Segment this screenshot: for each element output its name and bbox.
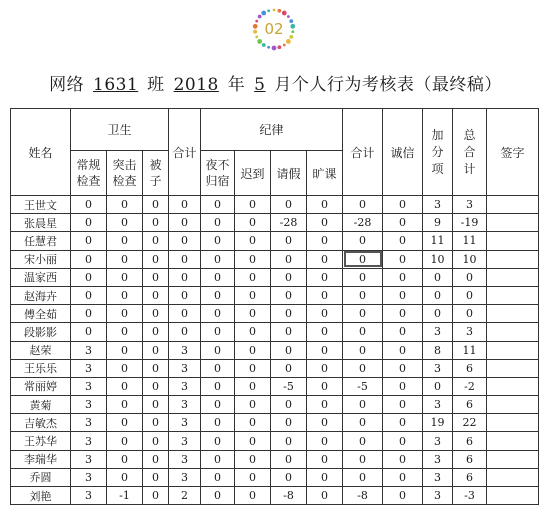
score-cell[interactable]: 0 bbox=[143, 250, 169, 268]
score-cell[interactable]: 3 bbox=[423, 396, 453, 414]
score-cell[interactable]: 0 bbox=[307, 232, 343, 250]
score-cell[interactable]: -2 bbox=[453, 377, 487, 395]
score-cell[interactable] bbox=[487, 341, 539, 359]
score-cell[interactable]: 0 bbox=[423, 286, 453, 304]
score-cell[interactable]: 0 bbox=[201, 450, 235, 468]
score-cell[interactable]: 0 bbox=[143, 359, 169, 377]
score-cell[interactable]: 0 bbox=[235, 268, 271, 286]
score-cell[interactable]: 3 bbox=[453, 196, 487, 214]
score-cell[interactable] bbox=[487, 396, 539, 414]
score-cell[interactable]: -8 bbox=[343, 487, 383, 505]
page-number-badge bbox=[248, 6, 300, 52]
score-cell[interactable]: 3 bbox=[71, 377, 107, 395]
score-cell[interactable]: 3 bbox=[71, 414, 107, 432]
score-cell[interactable]: 0 bbox=[383, 396, 423, 414]
score-cell[interactable] bbox=[487, 268, 539, 286]
score-cell[interactable]: 0 bbox=[107, 196, 143, 214]
score-cell[interactable]: 0 bbox=[307, 268, 343, 286]
student-name-cell[interactable]: 吉敏杰 bbox=[11, 414, 71, 432]
score-cell[interactable]: 0 bbox=[71, 250, 107, 268]
score-cell[interactable]: 0 bbox=[307, 414, 343, 432]
score-cell[interactable]: 3 bbox=[423, 359, 453, 377]
score-cell[interactable]: 0 bbox=[201, 286, 235, 304]
score-cell[interactable]: 3 bbox=[71, 487, 107, 505]
score-cell[interactable]: 3 bbox=[71, 432, 107, 450]
score-cell[interactable]: 3 bbox=[169, 450, 201, 468]
score-cell[interactable]: 0 bbox=[235, 232, 271, 250]
score-cell[interactable]: 0 bbox=[107, 341, 143, 359]
score-cell[interactable]: 0 bbox=[143, 341, 169, 359]
table-row bbox=[11, 396, 539, 414]
student-name-cell[interactable]: 王苏华 bbox=[11, 432, 71, 450]
score-cell[interactable]: 0 bbox=[143, 468, 169, 486]
table-row bbox=[11, 250, 539, 268]
score-cell[interactable]: 3 bbox=[71, 396, 107, 414]
score-cell[interactable]: 0 bbox=[107, 396, 143, 414]
header-integrity: 诚信 bbox=[383, 109, 423, 196]
table-row bbox=[11, 468, 539, 486]
score-cell[interactable]: 0 bbox=[201, 196, 235, 214]
student-name-cell[interactable]: 任慧君 bbox=[11, 232, 71, 250]
score-cell[interactable]: 0 bbox=[307, 341, 343, 359]
score-cell[interactable] bbox=[487, 432, 539, 450]
header-subtotal-discipline: 合计 bbox=[343, 109, 383, 196]
table-row bbox=[11, 286, 539, 304]
student-name-cell[interactable]: 赵荣 bbox=[11, 341, 71, 359]
score-cell[interactable]: 0 bbox=[71, 214, 107, 232]
title-text: 年 bbox=[227, 75, 246, 95]
score-cell[interactable]: 6 bbox=[453, 359, 487, 377]
score-cell[interactable]: 0 bbox=[383, 268, 423, 286]
score-cell[interactable]: 0 bbox=[143, 396, 169, 414]
score-cell[interactable]: 0 bbox=[107, 305, 143, 323]
score-cell[interactable]: -5 bbox=[343, 377, 383, 395]
score-cell[interactable]: 0 bbox=[71, 196, 107, 214]
score-cell[interactable]: 0 bbox=[271, 232, 307, 250]
score-cell[interactable]: 0 bbox=[143, 268, 169, 286]
score-cell[interactable]: 0 bbox=[235, 450, 271, 468]
score-cell[interactable]: 0 bbox=[453, 268, 487, 286]
score-cell[interactable]: 0 bbox=[383, 468, 423, 486]
score-cell[interactable]: 0 bbox=[453, 305, 487, 323]
score-cell[interactable]: 0 bbox=[201, 214, 235, 232]
score-cell[interactable]: 0 bbox=[107, 323, 143, 341]
score-cell[interactable]: 0 bbox=[169, 286, 201, 304]
title-month: 5 bbox=[254, 75, 266, 95]
score-cell[interactable]: 0 bbox=[235, 286, 271, 304]
score-cell[interactable]: 0 bbox=[423, 377, 453, 395]
score-cell[interactable]: 0 bbox=[307, 250, 343, 268]
table-row bbox=[11, 414, 539, 432]
header-hygiene: 卫生 bbox=[71, 109, 169, 151]
header-quilt-label: 被子 bbox=[149, 158, 162, 188]
header-name: 姓名 bbox=[11, 109, 71, 196]
header-leave: 请假 bbox=[271, 151, 307, 196]
score-cell[interactable]: 0 bbox=[343, 341, 383, 359]
score-cell[interactable]: 0 bbox=[235, 196, 271, 214]
score-cell[interactable]: 0 bbox=[423, 268, 453, 286]
header-night-out bbox=[201, 151, 235, 196]
header-quilt bbox=[143, 151, 169, 196]
header-night-out-label: 夜不归宿 bbox=[205, 158, 230, 188]
table-row bbox=[11, 359, 539, 377]
score-cell[interactable]: 0 bbox=[201, 232, 235, 250]
score-cell[interactable]: 3 bbox=[169, 468, 201, 486]
score-cell[interactable]: 0 bbox=[307, 487, 343, 505]
score-cell[interactable]: -19 bbox=[453, 214, 487, 232]
student-name-cell[interactable]: 宋小丽 bbox=[11, 250, 71, 268]
score-cell[interactable]: 0 bbox=[201, 468, 235, 486]
score-cell[interactable]: 0 bbox=[71, 268, 107, 286]
table-row bbox=[11, 196, 539, 214]
header-discipline: 纪律 bbox=[201, 109, 343, 151]
score-cell[interactable]: 6 bbox=[453, 468, 487, 486]
header-subtotal-hygiene: 合计 bbox=[169, 109, 201, 196]
score-cell[interactable]: 11 bbox=[453, 232, 487, 250]
score-cell[interactable]: 3 bbox=[423, 468, 453, 486]
sheet-title bbox=[0, 70, 551, 100]
score-cell[interactable]: 0 bbox=[107, 432, 143, 450]
title-year: 2018 bbox=[173, 75, 219, 95]
score-cell[interactable]: 0 bbox=[383, 250, 423, 268]
score-cell[interactable]: 0 bbox=[271, 268, 307, 286]
header-total-label: 总合计 bbox=[463, 127, 476, 176]
score-cell[interactable]: 0 bbox=[143, 196, 169, 214]
score-cell[interactable]: 0 bbox=[271, 359, 307, 377]
title-class-no: 1631 bbox=[93, 75, 139, 95]
score-cell[interactable] bbox=[487, 377, 539, 395]
score-cell[interactable]: 0 bbox=[143, 323, 169, 341]
score-cell[interactable] bbox=[487, 214, 539, 232]
score-cell[interactable]: 0 bbox=[107, 286, 143, 304]
score-cell[interactable]: 0 bbox=[307, 359, 343, 377]
score-cell[interactable]: 0 bbox=[201, 268, 235, 286]
score-cell[interactable]: 0 bbox=[201, 432, 235, 450]
score-cell[interactable]: 0 bbox=[235, 432, 271, 450]
score-cell[interactable]: 0 bbox=[107, 214, 143, 232]
score-cell[interactable]: 3 bbox=[169, 414, 201, 432]
score-cell[interactable]: 3 bbox=[453, 323, 487, 341]
student-name-cell[interactable]: 刘艳 bbox=[11, 487, 71, 505]
score-cell[interactable]: 0 bbox=[271, 305, 307, 323]
score-cell[interactable]: -5 bbox=[271, 377, 307, 395]
score-cell[interactable]: 0 bbox=[169, 232, 201, 250]
score-cell[interactable]: 10 bbox=[453, 250, 487, 268]
header-total bbox=[453, 109, 487, 196]
score-cell[interactable]: 0 bbox=[343, 432, 383, 450]
score-cell[interactable]: 0 bbox=[271, 196, 307, 214]
score-cell[interactable]: 0 bbox=[107, 359, 143, 377]
score-cell[interactable]: 0 bbox=[143, 232, 169, 250]
score-cell[interactable]: 0 bbox=[343, 359, 383, 377]
score-cell[interactable]: 3 bbox=[71, 468, 107, 486]
score-cell[interactable]: 0 bbox=[343, 396, 383, 414]
table-row bbox=[11, 323, 539, 341]
score-cell[interactable]: 0 bbox=[201, 359, 235, 377]
score-cell[interactable]: 0 bbox=[453, 286, 487, 304]
student-name-cell[interactable]: 王世文 bbox=[11, 196, 71, 214]
score-cell[interactable]: 0 bbox=[383, 196, 423, 214]
score-cell[interactable] bbox=[487, 450, 539, 468]
score-cell[interactable] bbox=[487, 487, 539, 505]
score-cell[interactable]: 0 bbox=[235, 214, 271, 232]
score-cell[interactable]: 0 bbox=[307, 323, 343, 341]
score-cell[interactable]: 0 bbox=[71, 286, 107, 304]
score-cell[interactable]: 0 bbox=[307, 377, 343, 395]
table-row bbox=[11, 232, 539, 250]
score-cell[interactable] bbox=[487, 232, 539, 250]
score-cell[interactable]: 0 bbox=[307, 432, 343, 450]
score-cell[interactable] bbox=[487, 286, 539, 304]
score-cell[interactable]: 0 bbox=[383, 359, 423, 377]
score-cell[interactable]: 0 bbox=[143, 487, 169, 505]
score-cell[interactable]: 0 bbox=[169, 196, 201, 214]
score-cell[interactable] bbox=[487, 414, 539, 432]
score-cell[interactable]: 0 bbox=[343, 450, 383, 468]
score-cell[interactable]: -28 bbox=[343, 214, 383, 232]
score-cell[interactable]: 0 bbox=[307, 305, 343, 323]
header-surprise-check-label: 突击检查 bbox=[112, 158, 137, 188]
score-cell[interactable]: 3 bbox=[71, 450, 107, 468]
score-cell[interactable]: 0 bbox=[143, 214, 169, 232]
score-cell[interactable]: 0 bbox=[107, 377, 143, 395]
header-surprise-check bbox=[107, 151, 143, 196]
score-cell[interactable]: 0 bbox=[307, 468, 343, 486]
score-cell[interactable]: 3 bbox=[169, 359, 201, 377]
score-cell[interactable]: 10 bbox=[423, 250, 453, 268]
score-cell[interactable]: 0 bbox=[201, 250, 235, 268]
score-cell[interactable]: 0 bbox=[383, 232, 423, 250]
header-late: 迟到 bbox=[235, 151, 271, 196]
score-cell[interactable]: 0 bbox=[343, 323, 383, 341]
score-cell[interactable]: 3 bbox=[169, 432, 201, 450]
score-cell[interactable]: 0 bbox=[169, 250, 201, 268]
score-cell[interactable]: 0 bbox=[383, 305, 423, 323]
score-cell[interactable]: 8 bbox=[423, 341, 453, 359]
score-cell[interactable] bbox=[487, 359, 539, 377]
student-name-cell[interactable]: 李瑞华 bbox=[11, 450, 71, 468]
score-cell[interactable]: 0 bbox=[201, 305, 235, 323]
student-name-cell[interactable]: 黄菊 bbox=[11, 396, 71, 414]
header-bonus bbox=[423, 109, 453, 196]
score-cell[interactable]: 0 bbox=[383, 414, 423, 432]
score-cell[interactable]: 0 bbox=[423, 305, 453, 323]
score-cell[interactable]: 0 bbox=[307, 214, 343, 232]
header-bonus-label: 加分项 bbox=[431, 127, 444, 176]
student-name-cell[interactable]: 王乐乐 bbox=[11, 359, 71, 377]
score-cell[interactable]: 0 bbox=[235, 341, 271, 359]
table-row bbox=[11, 305, 539, 323]
score-cell[interactable]: 0 bbox=[107, 232, 143, 250]
score-cell[interactable] bbox=[487, 305, 539, 323]
header-signature: 签字 bbox=[487, 109, 539, 196]
score-cell[interactable]: 0 bbox=[271, 341, 307, 359]
score-cell[interactable]: 0 bbox=[343, 414, 383, 432]
score-cell[interactable]: 0 bbox=[271, 450, 307, 468]
score-cell[interactable]: 3 bbox=[423, 487, 453, 505]
score-cell[interactable]: 3 bbox=[169, 341, 201, 359]
score-cell[interactable]: 3 bbox=[71, 359, 107, 377]
score-cell[interactable]: -1 bbox=[107, 487, 143, 505]
score-cell[interactable]: 0 bbox=[307, 286, 343, 304]
score-cell[interactable]: 0 bbox=[71, 232, 107, 250]
score-cell[interactable]: 0 bbox=[201, 414, 235, 432]
score-cell[interactable]: 0 bbox=[235, 323, 271, 341]
score-cell[interactable]: 11 bbox=[423, 232, 453, 250]
score-cell[interactable]: 0 bbox=[271, 323, 307, 341]
score-cell[interactable]: 3 bbox=[423, 450, 453, 468]
score-cell[interactable]: 0 bbox=[383, 377, 423, 395]
table-row bbox=[11, 432, 539, 450]
score-cell[interactable]: 0 bbox=[271, 432, 307, 450]
score-cell[interactable]: 0 bbox=[383, 286, 423, 304]
score-cell[interactable]: 0 bbox=[201, 377, 235, 395]
score-cell[interactable]: 0 bbox=[201, 396, 235, 414]
score-cell[interactable]: 3 bbox=[169, 396, 201, 414]
score-cell[interactable] bbox=[487, 468, 539, 486]
score-cell[interactable]: 3 bbox=[423, 323, 453, 341]
page-number: 02 bbox=[264, 20, 284, 38]
student-name-cell[interactable]: 常丽婷 bbox=[11, 377, 71, 395]
score-cell[interactable]: 0 bbox=[343, 286, 383, 304]
score-cell[interactable]: 0 bbox=[271, 250, 307, 268]
score-cell[interactable]: 0 bbox=[201, 487, 235, 505]
score-cell[interactable]: 0 bbox=[383, 214, 423, 232]
score-cell[interactable]: 3 bbox=[423, 432, 453, 450]
score-cell[interactable]: 0 bbox=[107, 268, 143, 286]
student-name-cell[interactable]: 乔圆 bbox=[11, 468, 71, 486]
student-name-cell[interactable]: 张晨星 bbox=[11, 214, 71, 232]
score-cell[interactable]: 0 bbox=[143, 286, 169, 304]
student-name-cell[interactable]: 段影影 bbox=[11, 323, 71, 341]
score-cell[interactable]: 0 bbox=[307, 396, 343, 414]
table-row bbox=[11, 268, 539, 286]
score-cell[interactable] bbox=[487, 196, 539, 214]
score-cell[interactable]: 0 bbox=[235, 468, 271, 486]
score-cell[interactable]: 0 bbox=[235, 359, 271, 377]
header-routine-check-label: 常规检查 bbox=[76, 158, 101, 188]
score-cell[interactable]: 0 bbox=[235, 487, 271, 505]
score-cell[interactable]: 0 bbox=[271, 286, 307, 304]
score-cell[interactable]: 9 bbox=[423, 214, 453, 232]
score-cell[interactable]: 0 bbox=[383, 323, 423, 341]
score-cell[interactable]: 0 bbox=[143, 432, 169, 450]
score-cell[interactable]: 0 bbox=[307, 450, 343, 468]
score-cell[interactable]: 6 bbox=[453, 432, 487, 450]
score-cell[interactable]: 0 bbox=[343, 196, 383, 214]
score-cell[interactable]: -28 bbox=[271, 214, 307, 232]
table-row bbox=[11, 377, 539, 395]
score-cell[interactable]: 0 bbox=[343, 250, 383, 268]
score-cell[interactable]: -3 bbox=[453, 487, 487, 505]
score-cell[interactable]: 0 bbox=[235, 396, 271, 414]
table-row bbox=[11, 341, 539, 359]
score-cell[interactable]: 0 bbox=[383, 487, 423, 505]
student-name-cell[interactable]: 温家西 bbox=[11, 268, 71, 286]
score-cell[interactable]: 0 bbox=[343, 468, 383, 486]
title-text: 网络 bbox=[49, 75, 85, 95]
score-cell[interactable]: 0 bbox=[107, 468, 143, 486]
score-cell[interactable]: 6 bbox=[453, 396, 487, 414]
score-cell[interactable]: 0 bbox=[343, 268, 383, 286]
table-row bbox=[11, 214, 539, 232]
score-cell[interactable]: 0 bbox=[201, 341, 235, 359]
score-cell[interactable]: 19 bbox=[423, 414, 453, 432]
score-cell[interactable]: 0 bbox=[271, 414, 307, 432]
score-cell[interactable]: 0 bbox=[271, 396, 307, 414]
score-cell[interactable] bbox=[487, 323, 539, 341]
table-row bbox=[11, 487, 539, 505]
score-cell[interactable]: 0 bbox=[169, 305, 201, 323]
assessment-table bbox=[10, 108, 539, 505]
table-body bbox=[11, 196, 539, 505]
score-cell[interactable]: 3 bbox=[423, 196, 453, 214]
score-cell[interactable]: 0 bbox=[143, 305, 169, 323]
score-cell[interactable]: 0 bbox=[143, 377, 169, 395]
score-cell[interactable]: 0 bbox=[107, 250, 143, 268]
score-cell[interactable]: -8 bbox=[271, 487, 307, 505]
header-absent: 旷课 bbox=[307, 151, 343, 196]
title-text: 班 bbox=[147, 75, 165, 95]
score-cell[interactable]: 0 bbox=[169, 214, 201, 232]
score-cell[interactable]: 6 bbox=[453, 450, 487, 468]
score-cell[interactable]: 0 bbox=[235, 305, 271, 323]
score-cell[interactable]: 0 bbox=[235, 377, 271, 395]
table-row bbox=[11, 450, 539, 468]
score-cell[interactable]: 0 bbox=[343, 305, 383, 323]
score-cell[interactable]: 0 bbox=[169, 323, 201, 341]
score-cell[interactable] bbox=[487, 250, 539, 268]
score-cell[interactable]: 0 bbox=[235, 250, 271, 268]
score-cell[interactable]: 0 bbox=[169, 268, 201, 286]
score-cell[interactable]: 0 bbox=[235, 414, 271, 432]
score-cell[interactable]: 0 bbox=[143, 450, 169, 468]
score-cell[interactable]: 0 bbox=[383, 450, 423, 468]
score-cell[interactable]: 3 bbox=[169, 377, 201, 395]
score-cell[interactable]: 22 bbox=[453, 414, 487, 432]
student-name-cell[interactable]: 傅全茹 bbox=[11, 305, 71, 323]
score-cell[interactable]: 0 bbox=[71, 323, 107, 341]
title-text: 月个人行为考核表（最终稿） bbox=[274, 75, 502, 95]
score-cell[interactable]: 2 bbox=[169, 487, 201, 505]
score-cell[interactable]: 0 bbox=[107, 450, 143, 468]
score-cell[interactable]: 0 bbox=[307, 196, 343, 214]
score-cell[interactable]: 0 bbox=[343, 232, 383, 250]
header-routine-check bbox=[71, 151, 107, 196]
score-cell[interactable]: 0 bbox=[383, 341, 423, 359]
score-cell[interactable]: 0 bbox=[107, 414, 143, 432]
score-cell[interactable]: 0 bbox=[71, 305, 107, 323]
score-cell[interactable]: 0 bbox=[143, 414, 169, 432]
score-cell[interactable]: 0 bbox=[201, 323, 235, 341]
score-cell[interactable]: 0 bbox=[271, 468, 307, 486]
score-cell[interactable]: 3 bbox=[71, 341, 107, 359]
score-cell[interactable]: 0 bbox=[383, 432, 423, 450]
score-cell[interactable]: 11 bbox=[453, 341, 487, 359]
student-name-cell[interactable]: 赵海卉 bbox=[11, 286, 71, 304]
